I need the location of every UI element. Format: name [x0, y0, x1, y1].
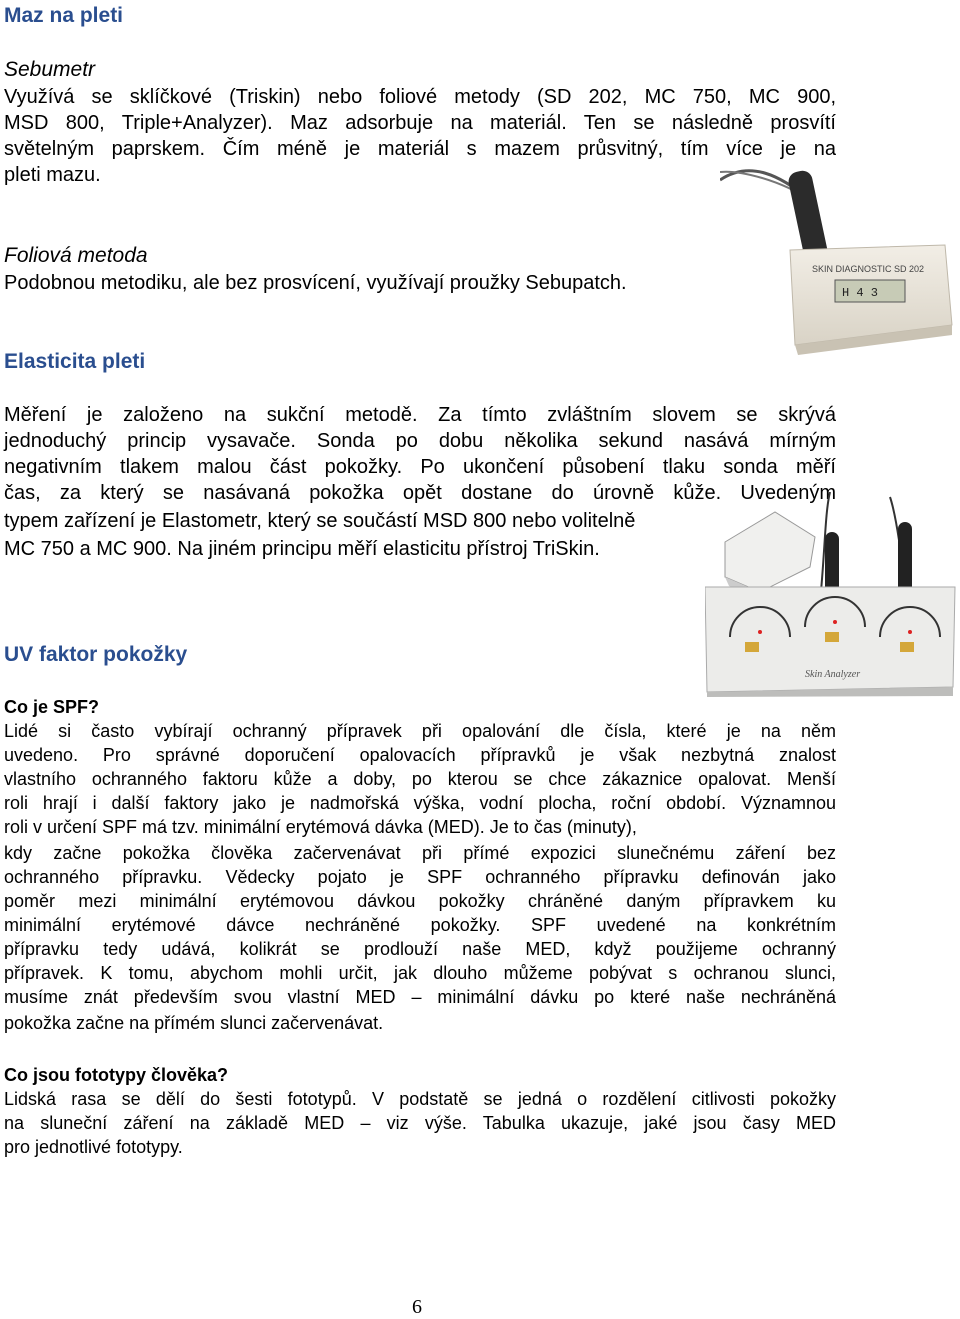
uv-line-11: přípravek. K tomu, abychom mohli určit, jak dlouho můžeme pobývat s ochranou slunci, [4, 963, 836, 983]
sebumetr-line-2: MSD 800, Triple+Analyzer). Maz adsorbuje na materiál. Ten se následně prosvítí [4, 112, 836, 134]
fototypy-question: Co jsou fototypy člověka? [4, 1065, 229, 1085]
spf-question: Co je SPF? [4, 697, 100, 717]
uv-line-6: kdy začne pokožka člověka začervenávat při přímé expozici slunečnému záření bez [4, 843, 836, 863]
uv-line-4: roli hrají i další faktory jako je nadmořská výška, vodní plocha, roční období. Významnou [4, 793, 836, 813]
uv-line-2: uvedeno. Pro správné doporučení opalovacích přípravků je však nezbytná znalost [4, 745, 836, 765]
elasticita-line-3: negativním tlakem malou část pokožky. Po ukončení působení tlaku sonda měří [4, 456, 836, 478]
page-number: 6 [412, 1296, 422, 1318]
uv-line-13: pokožka začne na přímém slunci začervenávat. [4, 1013, 384, 1033]
skin-analyzer-device-image [705, 492, 957, 697]
elasticita-line-5: typem zařízení je Elastometr, který se součástí MSD 800 nebo volitelně [4, 510, 636, 532]
page-title: Maz na pleti [4, 4, 124, 27]
sebumetr-line-1: Využívá se sklíčkové (Triskin) nebo foliové metody (SD 202, MC 750, MC 900, [4, 86, 836, 108]
device-2-label: Skin Analyzer [805, 669, 861, 680]
uv-line-12: musíme znát především svou vlastní MED – minimální dávku po které naše nechráněná [4, 987, 836, 1007]
uv-line-7: ochranného přípravku. Vědecky pojato je SPF ochranného přípravku definován jako [4, 867, 836, 887]
elasticita-heading: Elasticita pleti [4, 350, 146, 373]
device-1-label: SKIN DIAGNOSTIC SD 202 [812, 264, 925, 274]
fototypy-line-1: Lidská rasa se dělí do šesti fototypů. V podstatě se jedná o rozdělení citlivosti pokožky [4, 1089, 836, 1109]
uv-line-8: poměr mezi minimální erytémovou dávkou pokožky chráněné daným přípravkem ku [4, 891, 836, 911]
sebumetr-line-4: pleti mazu. [4, 164, 101, 186]
uv-line-1: Lidé si často vybírají ochranný přípravek při opalování dle čísla, které je na něm [4, 721, 836, 741]
elasticita-line-4: čas, za který se nasávaná pokožka opět dostane do úrovně kůže. Uvedeným [4, 482, 836, 504]
foliova-subtitle: Foliová metoda [4, 244, 148, 267]
elasticita-line-6: MC 750 a MC 900. Na jiném principu měří elasticitu přístroj TriSkin. [4, 538, 600, 560]
uv-heading: UV faktor pokožky [4, 643, 188, 666]
elasticita-line-2: jednoduchý princip vysavače. Sonda po dobu několika sekund nasává mírným [4, 430, 836, 452]
fototypy-line-2: na sluneční záření na základě MED – viz výše. Tabulka ukazuje, jaké jsou časy MED [4, 1113, 836, 1133]
elasticita-line-1: Měření je založeno na sukční metodě. Za tímto zvláštním slovem se skrývá [4, 404, 836, 426]
uv-line-10: přípravku tedy udává, kolikrát se prodlouží naše MED, když použijeme ochranný [4, 939, 836, 959]
uv-line-5: roli v určení SPF má tzv. minimální erytémová dávka (MED). Je to čas (minuty), [4, 817, 637, 837]
fototypy-line-3: pro jednotlivé fototypy. [4, 1137, 183, 1157]
sebumetr-line-3: světelným paprskem. Čím méně je materiál s mazem průsvitný, tím více je na [4, 138, 836, 160]
device-1-display: H 4 3 [842, 286, 879, 300]
uv-line-3: vlastního ochranného faktoru kůže a doby, po kterou se chce zákaznice opalovat. Menší [4, 769, 836, 789]
uv-line-9: minimální erytémové dávce nechráněné pokožky. SPF uvedené na konkrétním [4, 915, 836, 935]
sebumeter-device-image [720, 140, 955, 355]
sebumetr-subtitle: Sebumetr [4, 58, 96, 81]
foliova-line: Podobnou metodiku, ale bez prosvícení, využívají proužky Sebupatch. [4, 272, 627, 294]
